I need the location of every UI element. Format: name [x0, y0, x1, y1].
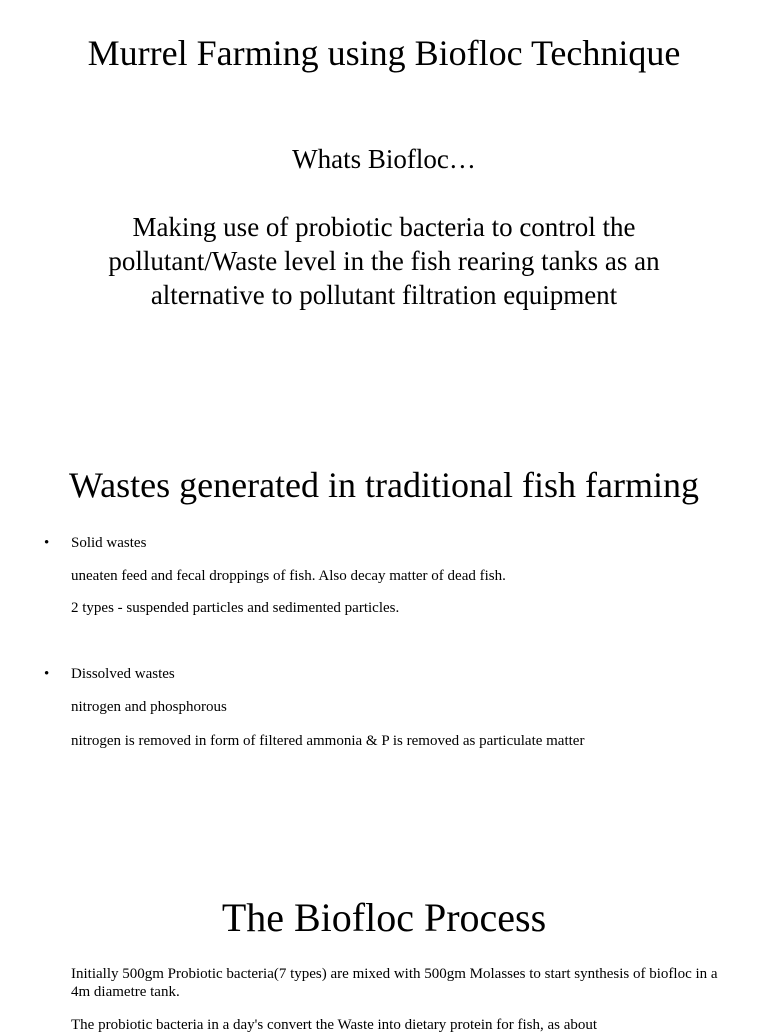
bullet-marker-dissolved: •	[44, 666, 50, 682]
slide1-subtitle: Whats Biofloc…	[292, 144, 476, 174]
slide3-paragraph-cut-line: The probiotic bacteria in a day's convert the Waste into dietary protein for fish, as about	[71, 1017, 598, 1033]
slide2-title: Wastes generated in traditional fish farming	[69, 465, 699, 505]
bullet-heading-solid-wastes: Solid wastes	[71, 535, 147, 551]
bullet-detail-solid-1: uneaten feed and fecal droppings of fish. Also decay matter of dead fish.	[71, 568, 506, 584]
bullet-detail-solid-2: 2 types - suspended particles and sedimented particles.	[71, 600, 400, 616]
slide1-body-line-3: alternative to pollutant filtration equipment	[150, 280, 618, 310]
slide3-title: The Biofloc Process	[221, 895, 547, 940]
slide1-title: Murrel Farming using Biofloc Technique	[87, 33, 681, 73]
bullet-heading-dissolved-wastes: Dissolved wastes	[71, 666, 175, 682]
bullet-detail-dissolved-2: nitrogen is removed in form of filtered ammonia & P is removed as particulate matter	[71, 733, 585, 749]
bullet-marker-solid: •	[44, 535, 50, 551]
slide1-body-line-1: Making use of probiotic bacteria to control the	[132, 212, 636, 242]
bullet-detail-dissolved-1: nitrogen and phosphorous	[71, 699, 227, 715]
slide3-paragraph: Initially 500gm Probiotic bacteria(7 types) are mixed with 500gm Molasses to start synthesis of biofloc in a 4m diametre tank.	[71, 966, 718, 1000]
slide1-body-line-2: pollutant/Waste level in the fish rearing tanks as an	[108, 246, 660, 276]
